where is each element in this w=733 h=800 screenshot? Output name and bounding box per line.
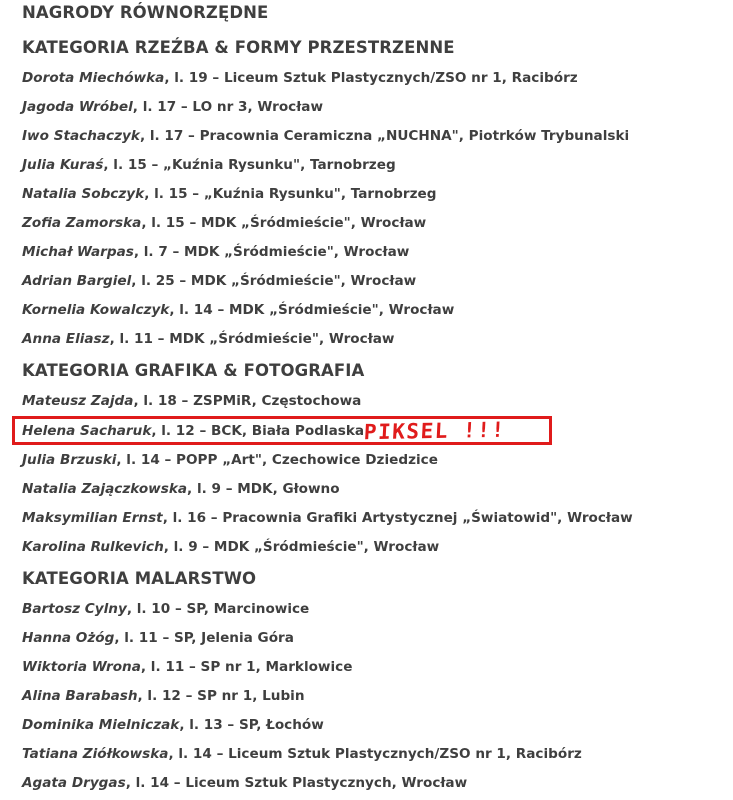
- entrant-details: , l. 16 – Pracownia Grafiki Artystycznej „Światowid", Wrocław: [162, 510, 633, 526]
- entrant-details: , l. 17 – LO nr 3, Wrocław: [132, 99, 323, 115]
- entrant-details: , l. 14 – POPP „Art", Czechowice Dziedzice: [116, 452, 438, 468]
- entrant-details: , l. 15 – „Kuźnia Rysunku", Tarnobrzeg: [144, 186, 437, 202]
- list-item: [22, 659, 352, 675]
- list-item: [22, 331, 394, 347]
- entrant-name: Adrian Bargiel: [22, 273, 132, 289]
- entrant-details: , l. 7 – MDK „Śródmieście", Wrocław: [133, 244, 410, 260]
- entrant-details: , l. 11 – SP, Jelenia Góra: [114, 630, 294, 646]
- entrant-details: , l. 19 – Liceum Sztuk Plastycznych/ZSO nr 1, Racibórz: [164, 70, 578, 86]
- list-item: [22, 215, 426, 231]
- entrant-name: Karolina Rulkevich: [22, 539, 164, 555]
- entrant-name: Dorota Miechówka: [22, 70, 165, 86]
- entrant-name: Jagoda Wróbel: [22, 99, 133, 115]
- entrant-details: , l. 9 – MDK „Śródmieście", Wrocław: [163, 539, 440, 555]
- list-item: [22, 510, 633, 526]
- list-item: [22, 481, 340, 497]
- category-title-sculpture: KATEGORIA RZEŹBA & FORMY PRZESTRZENNE: [22, 38, 455, 57]
- list-item: [22, 302, 454, 318]
- entrant-details: , l. 13 – SP, Łochów: [179, 717, 324, 733]
- list-item: [22, 539, 439, 555]
- list-item: [22, 688, 305, 704]
- list-item: [22, 157, 396, 173]
- list-item: [22, 273, 416, 289]
- entrant-details: , l. 9 – MDK, Głowno: [187, 481, 340, 497]
- entrant-name: Maksymilian Ernst: [22, 510, 163, 526]
- entrant-details: , l. 12 – SP nr 1, Lubin: [137, 688, 305, 704]
- entrant-details: , l. 25 – MDK „Śródmieście", Wrocław: [131, 273, 417, 289]
- list-item: [22, 186, 436, 202]
- entrant-name: Kornelia Kowalczyk: [22, 302, 170, 318]
- piksel-annotation: PIKSEL !!!: [363, 417, 507, 445]
- entrant-details: , l. 11 – MDK „Śródmieście", Wrocław: [109, 331, 395, 347]
- list-item: [22, 244, 409, 260]
- list-item: [22, 393, 361, 409]
- entrant-name: Helena Sacharuk: [22, 423, 152, 439]
- list-item: [22, 630, 294, 646]
- entrant-name: Bartosz Cylny: [22, 601, 127, 617]
- list-item: [22, 128, 629, 144]
- entrant-name: Michał Warpas: [22, 244, 134, 260]
- entrant-details: , l. 15 – „Kuźnia Rysunku", Tarnobrzeg: [103, 157, 396, 173]
- list-item: [22, 746, 582, 762]
- entrant-name: Iwo Stachaczyk: [22, 128, 140, 144]
- entrant-details: , l. 11 – SP nr 1, Marklowice: [140, 659, 353, 675]
- entrant-name: Agata Drygas: [22, 775, 126, 791]
- entrant-name: Wiktoria Wrona: [22, 659, 141, 675]
- list-item: [22, 99, 323, 115]
- list-item: [22, 717, 324, 733]
- entrant-name: Hanna Ożóg: [22, 630, 115, 646]
- section-title: NAGRODY RÓWNORZĘDNE: [22, 3, 269, 22]
- entrant-details: , l. 18 – ZSPMiR, Częstochowa: [133, 393, 362, 409]
- entrant-details: , l. 14 – Liceum Sztuk Plastycznych, Wrocław: [125, 775, 468, 791]
- entrant-name: Zofia Zamorska: [22, 215, 142, 231]
- entrant-name: Natalia Zajączkowska: [22, 481, 188, 497]
- entrant-details: , l. 17 – Pracownia Ceramiczna „NUCHNA", Piotrków Trybunalski: [139, 128, 630, 144]
- entrant-details: , l. 14 – MDK „Śródmieście", Wrocław: [169, 302, 455, 318]
- entrant-name: Mateusz Zajda: [22, 393, 134, 409]
- list-item: [22, 452, 438, 468]
- category-title-painting: KATEGORIA MALARSTWO: [22, 569, 257, 588]
- entrant-name: Dominika Mielniczak: [22, 717, 180, 733]
- entrant-details: , l. 14 – Liceum Sztuk Plastycznych/ZSO nr 1, Racibórz: [168, 746, 582, 762]
- entrant-name: Anna Eliasz: [22, 331, 110, 347]
- entrant-name: Tatiana Ziółkowska: [22, 746, 169, 762]
- entrant-details: , l. 15 – MDK „Śródmieście", Wrocław: [141, 215, 427, 231]
- entrant-name: Julia Kuraś: [22, 157, 104, 173]
- entrant-details: , l. 12 – BCK, Biała Podlaska: [151, 423, 365, 439]
- entrant-name: Alina Barabash: [22, 688, 138, 704]
- entrant-name: Julia Brzuski: [22, 452, 117, 468]
- entrant-name: Natalia Sobczyk: [22, 186, 145, 202]
- category-title-graphics: KATEGORIA GRAFIKA & FOTOGRAFIA: [22, 361, 365, 380]
- list-item: [22, 70, 578, 86]
- entrant-details: , l. 10 – SP, Marcinowice: [126, 601, 310, 617]
- list-item: [22, 775, 467, 791]
- list-item: [22, 601, 309, 617]
